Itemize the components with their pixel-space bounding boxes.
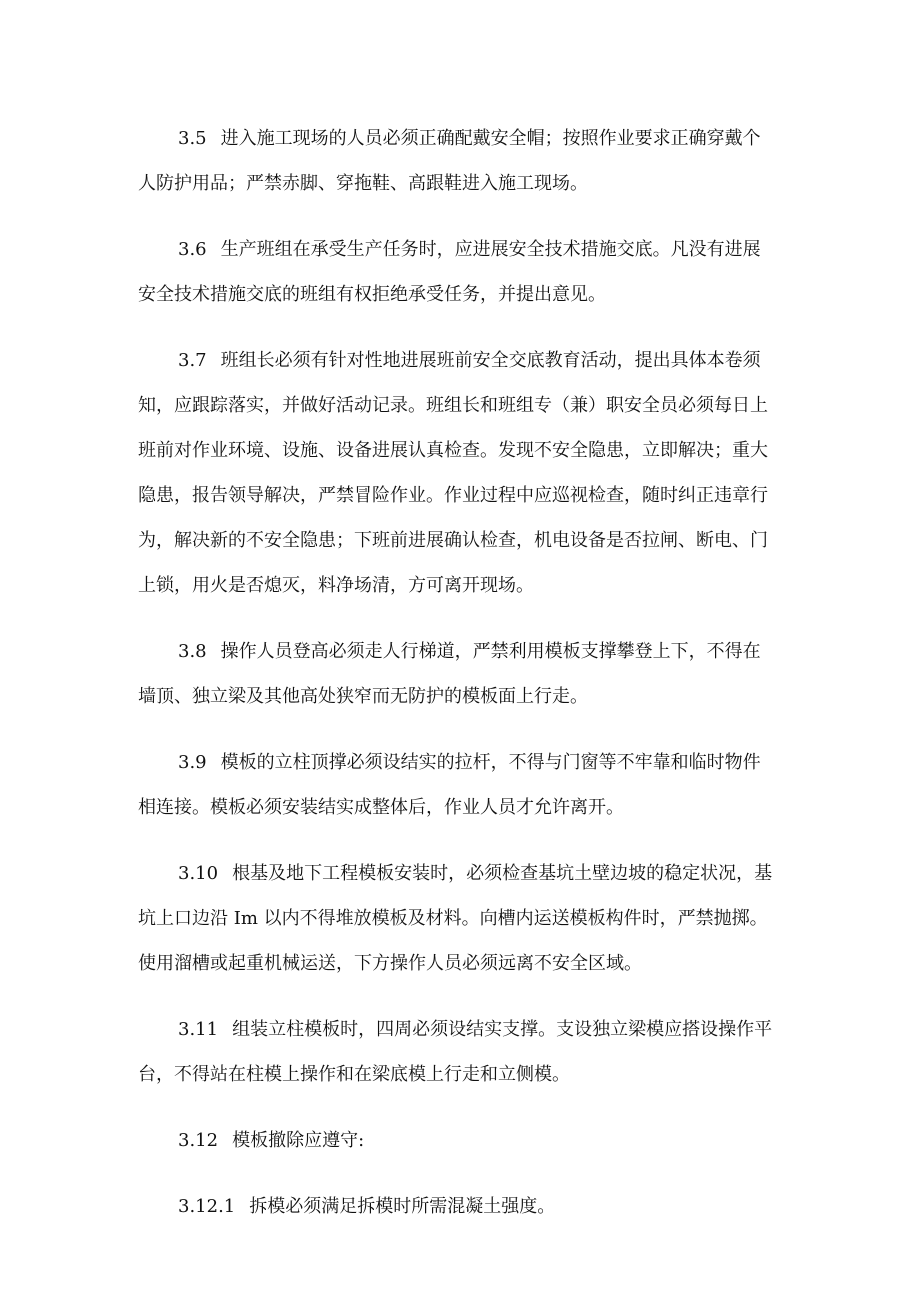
paragraph-line bbox=[138, 941, 786, 986]
paragraph-line bbox=[138, 161, 786, 206]
clause-text: 人防护用品；严禁赤脚、穿拖鞋、高跟鞋进入施工现场。 bbox=[138, 173, 588, 194]
paragraph-3-12 bbox=[138, 1118, 786, 1163]
clause-text: 为，解决新的不安全隐患；下班前进展确认检查，机电设备是否拉闸、断电、门 bbox=[138, 530, 768, 551]
clause-number: 3.8 bbox=[178, 641, 207, 662]
clause-number: 3.5 bbox=[178, 128, 207, 149]
paragraph-line bbox=[138, 785, 786, 830]
clause-text: 生产班组在承受生产任务时，应进展安全技术措施交底。凡没有进展 bbox=[220, 239, 761, 260]
clause-text: 模板撤除应遵守: bbox=[232, 1130, 365, 1151]
clause-text: 坑上口边沿 Im 以内不得堆放模板及材料。向槽内运送模板构件时，严禁抛掷。 bbox=[138, 908, 768, 929]
paragraph-line bbox=[138, 740, 786, 785]
paragraph-line bbox=[138, 1052, 786, 1097]
paragraph-line bbox=[138, 629, 786, 674]
clause-text: 班前对作业环境、设施、设备进展认真检查。发现不安全隐患，立即解决；重大 bbox=[138, 440, 768, 461]
clause-text: 根基及地下工程模板安装时，必须检查基坑土壁边坡的稳定状况，基 bbox=[232, 863, 773, 884]
clause-number: 3.10 bbox=[178, 863, 219, 884]
paragraph-line bbox=[138, 1184, 786, 1229]
paragraph-line bbox=[138, 428, 786, 473]
paragraph-line bbox=[138, 896, 786, 941]
clause-text: 台，不得站在柱模上操作和在梁底模上行走和立侧模。 bbox=[138, 1064, 570, 1085]
clause-text: 模板的立柱顶撑必须设结实的拉杆，不得与门窗等不牢靠和临时物件 bbox=[220, 752, 761, 773]
paragraph-3-9 bbox=[138, 740, 786, 830]
clause-number: 3.11 bbox=[178, 1019, 219, 1040]
clause-number: 3.9 bbox=[178, 752, 207, 773]
clause-number: 3.6 bbox=[178, 239, 207, 260]
paragraph-line bbox=[138, 563, 786, 608]
paragraph-3-8 bbox=[138, 629, 786, 719]
clause-text: 操作人员登高必须走人行梯道，严禁利用模板支撑攀登上下，不得在 bbox=[220, 641, 761, 662]
clause-text: 知，应跟踪落实，并做好活动记录。班组长和班组专（兼）职安全员必须每日上 bbox=[138, 395, 768, 416]
clause-text: 隐患，报告领导解决，严禁冒险作业。作业过程中应巡视检查，随时纠正违章行 bbox=[138, 485, 768, 506]
paragraph-3-5 bbox=[138, 116, 786, 206]
paragraph-line bbox=[138, 383, 786, 428]
clause-number: 3.12.1 bbox=[178, 1196, 236, 1217]
clause-number: 3.12 bbox=[178, 1130, 219, 1151]
clause-text: 组装立柱模板时，四周必须设结实支撑。支设独立梁模应搭设操作平 bbox=[232, 1019, 773, 1040]
document-body bbox=[138, 116, 786, 1250]
paragraph-3-6 bbox=[138, 227, 786, 317]
paragraph-line bbox=[138, 851, 786, 896]
clause-number: 3.7 bbox=[178, 350, 207, 371]
paragraph-line bbox=[138, 116, 786, 161]
paragraph-3-10 bbox=[138, 851, 786, 986]
paragraph-line bbox=[138, 227, 786, 272]
clause-text: 安全技术措施交底的班组有权拒绝承受任务，并提出意见。 bbox=[138, 284, 606, 305]
paragraph-3-11 bbox=[138, 1007, 786, 1097]
paragraph-line bbox=[138, 338, 786, 383]
paragraph-line bbox=[138, 1118, 786, 1163]
paragraph-line bbox=[138, 1007, 786, 1052]
paragraph-line bbox=[138, 473, 786, 518]
paragraph-3-7 bbox=[138, 338, 786, 608]
clause-text: 上锁，用火是否熄灭，料净场清，方可离开现场。 bbox=[138, 575, 534, 596]
clause-text: 进入施工现场的人员必须正确配戴安全帽；按照作业要求正确穿戴个 bbox=[220, 128, 761, 149]
paragraph-line bbox=[138, 674, 786, 719]
clause-text: 班组长必须有针对性地进展班前安全交底教育活动，提出具体本卷须 bbox=[220, 350, 761, 371]
paragraph-line bbox=[138, 518, 786, 563]
clause-text: 相连接。模板必须安装结实成整体后，作业人员才允许离开。 bbox=[138, 797, 624, 818]
clause-text: 墙顶、独立梁及其他高处狭窄而无防护的模板面上行走。 bbox=[138, 686, 588, 707]
paragraph-3-12-1 bbox=[138, 1184, 786, 1229]
clause-text: 拆模必须满足拆模时所需混凝土强度。 bbox=[249, 1196, 556, 1217]
clause-text: 使用溜槽或起重机械运送，下方操作人员必须远离不安全区域。 bbox=[138, 953, 642, 974]
paragraph-line bbox=[138, 272, 786, 317]
